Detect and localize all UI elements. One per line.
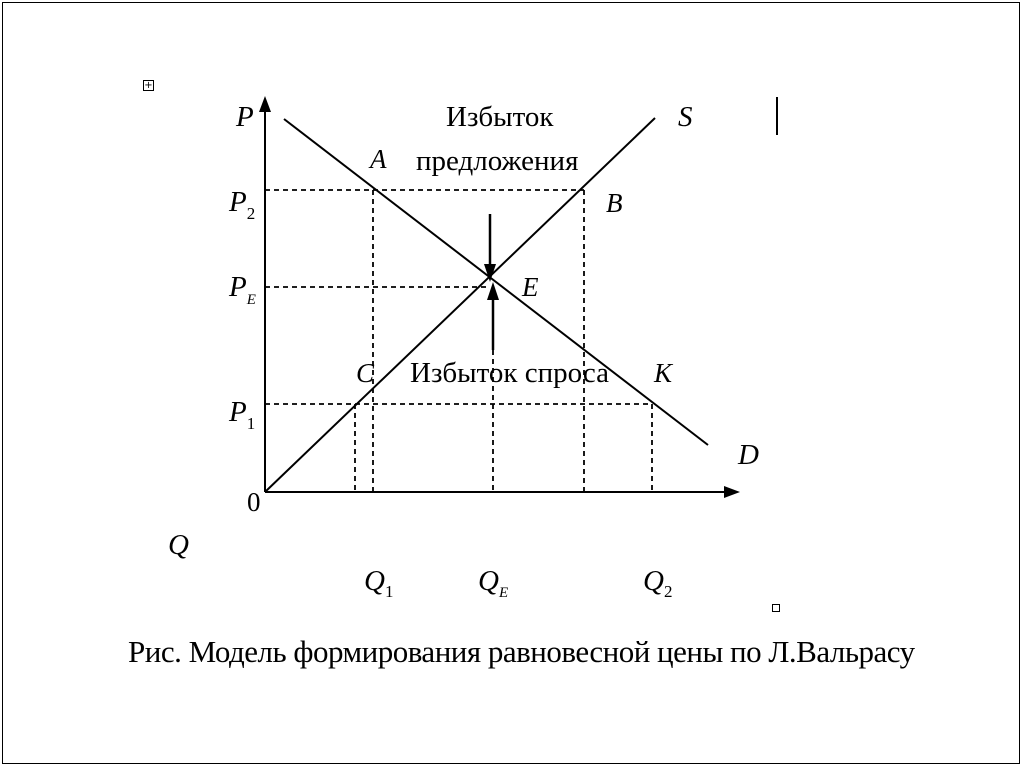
- surplus-annotation-line2: предложения: [416, 145, 579, 177]
- point-c-label: C: [356, 358, 375, 388]
- point-b-label: B: [606, 188, 623, 218]
- shortage-up-arrowhead: [487, 282, 499, 300]
- price-axis-label: P: [236, 101, 254, 133]
- shortage-annotation: Избыток спроса: [410, 357, 609, 389]
- qe-label: $Q_E$: [478, 565, 509, 601]
- pe-label: $P_E$: [229, 271, 256, 308]
- point-k-label: K: [654, 358, 673, 388]
- quantity-axis-label: Q: [168, 529, 189, 561]
- quantity-axis-arrowhead: [724, 486, 740, 498]
- supply-curve-label: S: [678, 101, 693, 133]
- figure-caption: Рис. Модель формирования равновесной цены по Л.Вальрасу: [128, 634, 915, 669]
- origin-label: 0: [247, 487, 261, 517]
- p2-label: $P_2$: [229, 186, 256, 223]
- q1-label: $Q_1$: [364, 565, 394, 601]
- price-axis-arrowhead: [259, 96, 271, 112]
- point-e-label: E: [522, 272, 539, 302]
- move-handle-icon[interactable]: +: [144, 80, 153, 91]
- demand-curve-label: D: [738, 439, 759, 471]
- point-a-label: A: [370, 144, 387, 174]
- q2-label: $Q_2$: [643, 565, 673, 601]
- surplus-annotation-line1: Избыток: [446, 101, 554, 133]
- p1-label: $P_1$: [229, 396, 256, 433]
